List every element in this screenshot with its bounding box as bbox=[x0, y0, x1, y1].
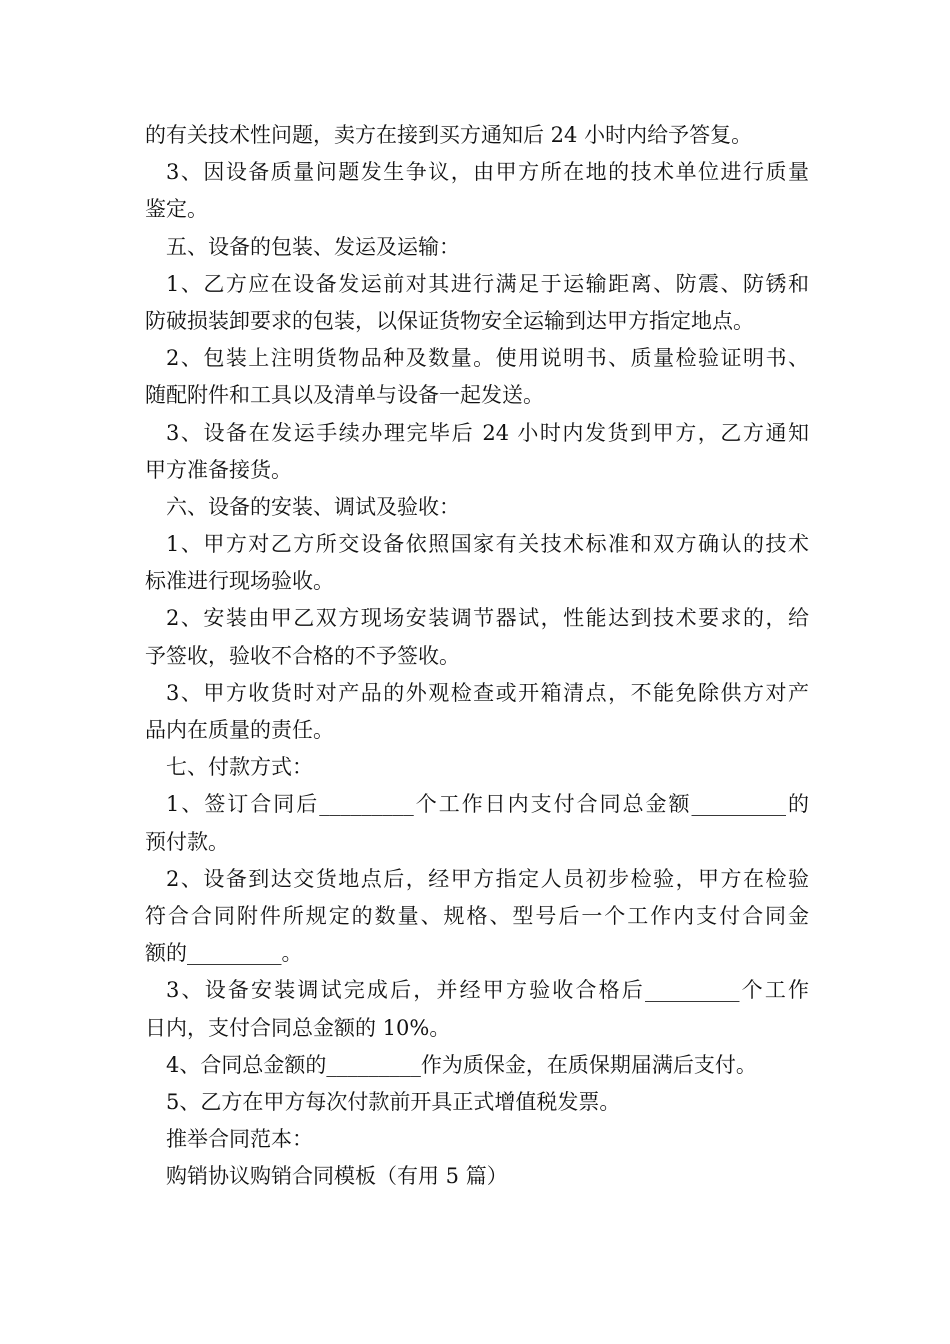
text-line: 日内，支付合同总金额的 10%。 bbox=[145, 1015, 451, 1040]
text-line: 的有关技术性问题，卖方在接到买方通知后 24 小时内给予答复。 bbox=[145, 123, 753, 147]
text-line: 预付款。 bbox=[145, 829, 229, 854]
text-line: 予签收，验收不合格的不予签收。 bbox=[145, 643, 460, 668]
text-line: 1、签订合同后_________个工作日内支付合同总金额_________的 bbox=[166, 792, 809, 817]
text-line: 3、设备安装调试完成后，并经甲方验收合格后_________个工作 bbox=[166, 978, 809, 1003]
text-line: 5、乙方在甲方每次付款前开具正式增值税发票。 bbox=[166, 1089, 621, 1114]
text-line: 五、设备的包装、发运及运输： bbox=[166, 234, 460, 259]
text-line: 额的_________。 bbox=[145, 941, 303, 966]
text-line: 3、设备在发运手续办理完毕后 24 小时内发货到甲方，乙方通知 bbox=[166, 420, 809, 445]
text-line: 防破损装卸要求的包装，以保证货物安全运输到达甲方指定地点。 bbox=[145, 308, 754, 333]
text-line: 2、设备到达交货地点后，经甲方指定人员初步检验，甲方在检验 bbox=[166, 866, 809, 891]
text-line: 3、甲方收货时对产品的外观检查或开箱清点，不能免除供方对产 bbox=[166, 680, 809, 705]
text-line: 2、安装由甲乙双方现场安装调节器试，性能达到技术要求的，给 bbox=[166, 606, 809, 631]
text-line: 1、乙方应在设备发运前对其进行满足于运输距离、防震、防锈和 bbox=[166, 271, 809, 296]
text-line: 符合合同附件所规定的数量、规格、型号后一个工作内支付合同金 bbox=[145, 903, 809, 928]
text-line: 标准进行现场验收。 bbox=[145, 569, 334, 594]
text-line: 1、甲方对乙方所交设备依照国家有关技术标准和双方确认的技术 bbox=[166, 532, 809, 557]
text-line: 4、合同总金额的_________作为质保金，在质保期届满后支付。 bbox=[166, 1052, 757, 1077]
text-line: 鉴定。 bbox=[145, 197, 208, 222]
text-line: 甲方准备接货。 bbox=[145, 457, 292, 482]
text-line: 品内在质量的责任。 bbox=[145, 718, 334, 742]
text-line: 推举合同范本： bbox=[166, 1127, 313, 1152]
text-line: 随配附件和工具以及清单与设备一起发送。 bbox=[145, 383, 544, 408]
document-body bbox=[145, 117, 809, 1195]
text-line: 2、包装上注明货物品种及数量。使用说明书、质量检验证明书、 bbox=[166, 346, 809, 371]
text-line: 六、设备的安装、调试及验收： bbox=[166, 494, 460, 519]
text-line: 购销协议购销合同模板（有用 5 篇） bbox=[166, 1164, 508, 1189]
text-line: 七、付款方式： bbox=[166, 755, 313, 780]
text-line: 3、因设备质量问题发生争议，由甲方所在地的技术单位进行质量 bbox=[166, 160, 809, 185]
